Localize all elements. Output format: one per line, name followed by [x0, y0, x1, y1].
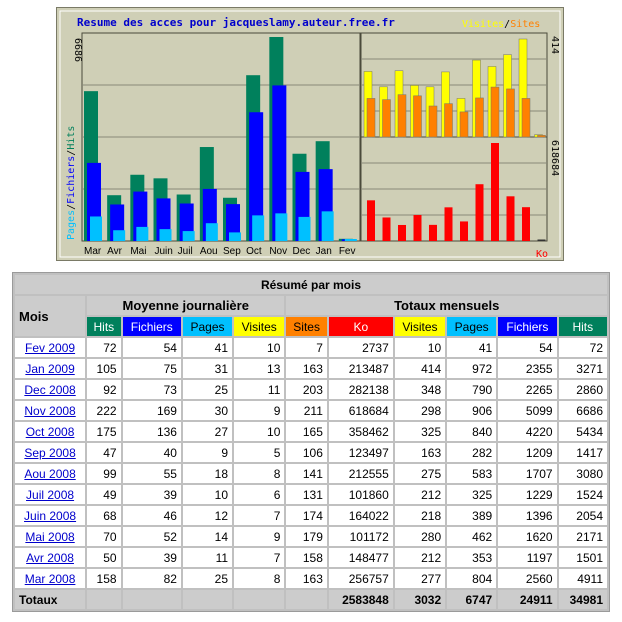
month-label: Juil — [177, 246, 193, 257]
value-cell-sites: 211 — [286, 401, 327, 420]
value-cell-visites: 13 — [234, 359, 284, 378]
value-cell-sites: 158 — [286, 548, 327, 567]
value-cell-ko: 2737 — [329, 338, 393, 357]
bar-sites — [522, 98, 530, 137]
total-ko: 2583848 — [329, 590, 393, 609]
value-cell-fichiers: 73 — [123, 380, 181, 399]
value-cell-visites: 8 — [234, 464, 284, 483]
column-header-fichiers: Fichiers — [498, 317, 556, 336]
summary-chart — [57, 8, 565, 262]
value-cell-pages: 30 — [183, 401, 232, 420]
value-cell-pages: 10 — [183, 485, 232, 504]
table-row — [15, 380, 607, 399]
value-cell-visites: 7 — [234, 548, 284, 567]
axis-separator: / — [66, 203, 77, 210]
bar-ko — [476, 184, 484, 241]
value-cell-ko: 101860 — [329, 485, 393, 504]
value-cell-hits: 4911 — [559, 569, 607, 588]
value-cell-hits: 50 — [87, 548, 120, 567]
daily-average-header: Moyenne journalière — [87, 296, 284, 315]
value-cell-sites: 7 — [286, 338, 327, 357]
value-cell-hits: 1417 — [559, 443, 607, 462]
totals-blank — [123, 590, 181, 609]
column-header-visites: Visites — [234, 317, 284, 336]
bar-sites — [538, 135, 546, 137]
legend-sites: Sites — [510, 19, 541, 30]
value-cell-sites: 131 — [286, 485, 327, 504]
month-link[interactable]: Oct 2008 — [25, 424, 75, 439]
table-row — [15, 569, 607, 588]
table-body — [15, 338, 607, 588]
value-cell-pages: 462 — [447, 527, 496, 546]
axis-label-fichiers: Fichiers — [66, 155, 77, 204]
value-cell-hits: 158 — [87, 569, 120, 588]
value-cell-pages: 41 — [447, 338, 496, 357]
bar-pages — [299, 217, 311, 241]
value-cell-ko: 212555 — [329, 464, 393, 483]
month-label: Oct — [246, 246, 262, 257]
month-cell — [15, 401, 85, 420]
column-header-ko: Ko — [329, 317, 393, 336]
value-cell-fichiers: 5099 — [498, 401, 556, 420]
value-cell-visites: 6 — [234, 485, 284, 504]
month-link[interactable]: Nov 2008 — [24, 403, 76, 418]
month-link[interactable]: Dec 2008 — [24, 382, 76, 397]
value-cell-fichiers: 1620 — [498, 527, 556, 546]
bar-sites — [398, 95, 406, 137]
table-row — [15, 338, 607, 357]
value-cell-fichiers: 2355 — [498, 359, 556, 378]
value-cell-ko: 256757 — [329, 569, 393, 588]
month-cell — [15, 443, 85, 462]
column-header-hits: Hits — [559, 317, 607, 336]
value-cell-pages: 11 — [183, 548, 232, 567]
value-cell-visites: 298 — [395, 401, 445, 420]
value-cell-visites: 10 — [234, 338, 284, 357]
value-cell-pages: 18 — [183, 464, 232, 483]
bar-ko — [383, 217, 391, 241]
value-cell-sites: 203 — [286, 380, 327, 399]
value-cell-pages: 840 — [447, 422, 496, 441]
value-cell-visites: 10 — [234, 422, 284, 441]
month-label: Juin — [154, 246, 173, 257]
month-label: Avr — [107, 246, 122, 257]
value-cell-fichiers: 40 — [123, 443, 181, 462]
legend-separator: / — [504, 19, 511, 30]
value-cell-visites: 8 — [234, 569, 284, 588]
value-cell-visites: 5 — [234, 443, 284, 462]
bar-pages — [229, 232, 241, 241]
chart-panel — [56, 7, 564, 261]
column-header-sites: Sites — [286, 317, 327, 336]
month-cell — [15, 359, 85, 378]
bar-ko — [414, 215, 422, 241]
value-cell-pages: 9 — [183, 443, 232, 462]
month-label: Nov — [269, 246, 288, 257]
month-cell — [15, 506, 85, 525]
column-header-visites: Visites — [395, 317, 445, 336]
value-cell-pages: 27 — [183, 422, 232, 441]
month-cell — [15, 548, 85, 567]
value-cell-fichiers: 2265 — [498, 380, 556, 399]
value-cell-sites: 141 — [286, 464, 327, 483]
column-header-row — [15, 317, 607, 336]
value-cell-ko: 164022 — [329, 506, 393, 525]
totals-label: Totaux — [15, 590, 85, 609]
value-cell-ko: 123497 — [329, 443, 393, 462]
totals-blank — [183, 590, 232, 609]
value-cell-hits: 3080 — [559, 464, 607, 483]
totals-blank — [87, 590, 120, 609]
value-cell-pages: 972 — [447, 359, 496, 378]
left-max-label: 6686 — [72, 38, 83, 63]
chart-title: Resume des acces pour jacqueslamy.auteur.free.fr — [77, 16, 395, 29]
value-cell-visites: 212 — [395, 485, 445, 504]
value-cell-ko: 101172 — [329, 527, 393, 546]
legend-ko: Ko — [536, 249, 549, 260]
value-cell-visites: 277 — [395, 569, 445, 588]
value-cell-fichiers: 55 — [123, 464, 181, 483]
mois-header: Mois — [15, 296, 85, 336]
value-cell-pages: 583 — [447, 464, 496, 483]
month-cell — [15, 464, 85, 483]
bar-ko — [367, 200, 375, 241]
value-cell-fichiers: 52 — [123, 527, 181, 546]
totals-blank — [286, 590, 327, 609]
month-link[interactable]: Mar 2008 — [24, 571, 76, 586]
value-cell-visites: 212 — [395, 548, 445, 567]
legend-visites-sites — [462, 19, 540, 30]
value-cell-pages: 282 — [447, 443, 496, 462]
value-cell-hits: 3271 — [559, 359, 607, 378]
value-cell-ko: 213487 — [329, 359, 393, 378]
value-cell-hits: 1524 — [559, 485, 607, 504]
month-link[interactable]: Aou 2008 — [24, 466, 76, 481]
axis-separator: / — [66, 149, 77, 156]
table-row — [15, 548, 607, 567]
value-cell-pages: 41 — [183, 338, 232, 357]
value-cell-visites: 414 — [395, 359, 445, 378]
value-cell-fichiers: 1229 — [498, 485, 556, 504]
value-cell-hits: 2054 — [559, 506, 607, 525]
bar-pages — [183, 231, 195, 241]
bar-sites — [460, 112, 468, 137]
value-cell-hits: 92 — [87, 380, 120, 399]
bar-pages — [322, 211, 334, 241]
value-cell-pages: 325 — [447, 485, 496, 504]
bar-ko — [522, 207, 530, 241]
axis-label-hits: Hits — [66, 125, 77, 150]
totals-row — [15, 590, 607, 609]
value-cell-fichiers: 4220 — [498, 422, 556, 441]
value-cell-hits: 105 — [87, 359, 120, 378]
bar-sites — [476, 98, 484, 137]
value-cell-hits: 68 — [87, 506, 120, 525]
value-cell-ko: 282138 — [329, 380, 393, 399]
value-cell-pages: 12 — [183, 506, 232, 525]
value-cell-fichiers: 1396 — [498, 506, 556, 525]
bar-sites — [491, 87, 499, 137]
bar-pages — [275, 213, 287, 241]
total-pages: 6747 — [447, 590, 496, 609]
bar-ko — [445, 207, 453, 241]
value-cell-fichiers: 39 — [123, 548, 181, 567]
bar-ko — [398, 225, 406, 241]
bar-pages — [345, 239, 357, 241]
value-cell-fichiers: 54 — [498, 338, 556, 357]
value-cell-fichiers: 1209 — [498, 443, 556, 462]
value-cell-ko: 618684 — [329, 401, 393, 420]
value-cell-hits: 175 — [87, 422, 120, 441]
bar-sites — [367, 98, 375, 137]
value-cell-visites: 348 — [395, 380, 445, 399]
value-cell-hits: 72 — [87, 338, 120, 357]
value-cell-pages: 804 — [447, 569, 496, 588]
bar-pages — [90, 216, 102, 241]
table-row — [15, 401, 607, 420]
month-label: Fev — [338, 246, 356, 257]
value-cell-sites: 163 — [286, 359, 327, 378]
value-cell-visites: 7 — [234, 506, 284, 525]
value-cell-visites: 163 — [395, 443, 445, 462]
value-cell-sites: 174 — [286, 506, 327, 525]
bar-ko — [460, 221, 468, 241]
bar-ko — [491, 143, 499, 241]
month-cell — [15, 422, 85, 441]
total-hits: 34981 — [559, 590, 607, 609]
bar-pages — [206, 223, 218, 241]
value-cell-visites: 9 — [234, 527, 284, 546]
table-row — [15, 464, 607, 483]
value-cell-hits: 49 — [87, 485, 120, 504]
value-cell-visites: 10 — [395, 338, 445, 357]
value-cell-fichiers: 1197 — [498, 548, 556, 567]
bar-pages — [113, 230, 125, 241]
table-caption: Résumé par mois — [15, 275, 607, 294]
total-visites: 3032 — [395, 590, 445, 609]
month-label: Mai — [130, 246, 147, 257]
bar-sites — [507, 89, 515, 137]
value-cell-fichiers: 54 — [123, 338, 181, 357]
bar-sites — [383, 100, 391, 137]
month-cell — [15, 569, 85, 588]
value-cell-hits: 47 — [87, 443, 120, 462]
value-cell-visites: 280 — [395, 527, 445, 546]
bar-sites — [429, 106, 437, 137]
table-row — [15, 443, 607, 462]
value-cell-visites: 218 — [395, 506, 445, 525]
value-cell-visites: 275 — [395, 464, 445, 483]
column-header-pages: Pages — [183, 317, 232, 336]
value-cell-hits: 5434 — [559, 422, 607, 441]
value-cell-hits: 222 — [87, 401, 120, 420]
bar-pages — [160, 229, 172, 241]
table-row — [15, 527, 607, 546]
value-cell-fichiers: 136 — [123, 422, 181, 441]
axis-label-pages: Pages — [66, 209, 77, 240]
value-cell-hits: 6686 — [559, 401, 607, 420]
totals-blank — [234, 590, 284, 609]
value-cell-hits: 1501 — [559, 548, 607, 567]
value-cell-sites: 106 — [286, 443, 327, 462]
bar-sites — [445, 104, 453, 137]
value-cell-fichiers: 39 — [123, 485, 181, 504]
value-cell-hits: 99 — [87, 464, 120, 483]
value-cell-pages: 906 — [447, 401, 496, 420]
value-cell-visites: 325 — [395, 422, 445, 441]
value-cell-hits: 2171 — [559, 527, 607, 546]
month-label: Sep — [223, 246, 241, 257]
month-link[interactable]: Mai 2008 — [25, 529, 75, 544]
value-cell-fichiers: 46 — [123, 506, 181, 525]
value-cell-hits: 70 — [87, 527, 120, 546]
value-cell-hits: 72 — [559, 338, 607, 357]
month-link[interactable]: Juil 2008 — [26, 487, 75, 502]
column-header-pages: Pages — [447, 317, 496, 336]
left-axis-label — [66, 126, 77, 240]
value-cell-ko: 358462 — [329, 422, 393, 441]
value-cell-pages: 25 — [183, 569, 232, 588]
monthly-totals-header: Totaux mensuels — [286, 296, 607, 315]
value-cell-fichiers: 75 — [123, 359, 181, 378]
value-cell-pages: 790 — [447, 380, 496, 399]
month-link[interactable]: Jan 2009 — [25, 361, 75, 376]
month-label: Mar — [84, 246, 102, 257]
value-cell-fichiers: 82 — [123, 569, 181, 588]
bar-ko — [429, 225, 437, 241]
month-link[interactable]: Juin 2008 — [24, 508, 77, 523]
month-link[interactable]: Sep 2008 — [24, 445, 76, 460]
value-cell-sites: 179 — [286, 527, 327, 546]
bar-ko — [538, 240, 546, 242]
column-header-fichiers: Fichiers — [123, 317, 181, 336]
value-cell-pages: 31 — [183, 359, 232, 378]
value-cell-fichiers: 169 — [123, 401, 181, 420]
value-cell-pages: 353 — [447, 548, 496, 567]
value-cell-sites: 163 — [286, 569, 327, 588]
table-row — [15, 422, 607, 441]
value-cell-ko: 148477 — [329, 548, 393, 567]
column-header-hits: Hits — [87, 317, 120, 336]
value-cell-pages: 14 — [183, 527, 232, 546]
month-label: Aou — [199, 246, 218, 257]
month-cell — [15, 338, 85, 357]
bar-sites — [414, 96, 422, 137]
monthly-summary-table — [12, 272, 610, 612]
legend-visites: Visites — [462, 19, 505, 30]
month-cell — [15, 485, 85, 504]
table-row — [15, 359, 607, 378]
bar-pages — [252, 215, 264, 241]
right-top-max-label: 414 — [549, 36, 560, 55]
month-label: Dec — [292, 246, 311, 257]
bar-pages — [136, 227, 148, 241]
value-cell-visites: 11 — [234, 380, 284, 399]
month-link[interactable]: Fev 2009 — [25, 340, 76, 355]
total-fichiers: 24911 — [498, 590, 556, 609]
month-link[interactable]: Avr 2008 — [26, 550, 74, 565]
table-row — [15, 506, 607, 525]
value-cell-pages: 25 — [183, 380, 232, 399]
value-cell-fichiers: 2560 — [498, 569, 556, 588]
month-cell — [15, 527, 85, 546]
value-cell-visites: 9 — [234, 401, 284, 420]
value-cell-pages: 389 — [447, 506, 496, 525]
table-row — [15, 485, 607, 504]
right-bottom-max-label: 618684 — [549, 140, 560, 177]
month-cell — [15, 380, 85, 399]
value-cell-sites: 165 — [286, 422, 327, 441]
value-cell-fichiers: 1707 — [498, 464, 556, 483]
bar-ko — [507, 196, 515, 241]
month-label: Jan — [315, 246, 332, 257]
value-cell-hits: 2860 — [559, 380, 607, 399]
